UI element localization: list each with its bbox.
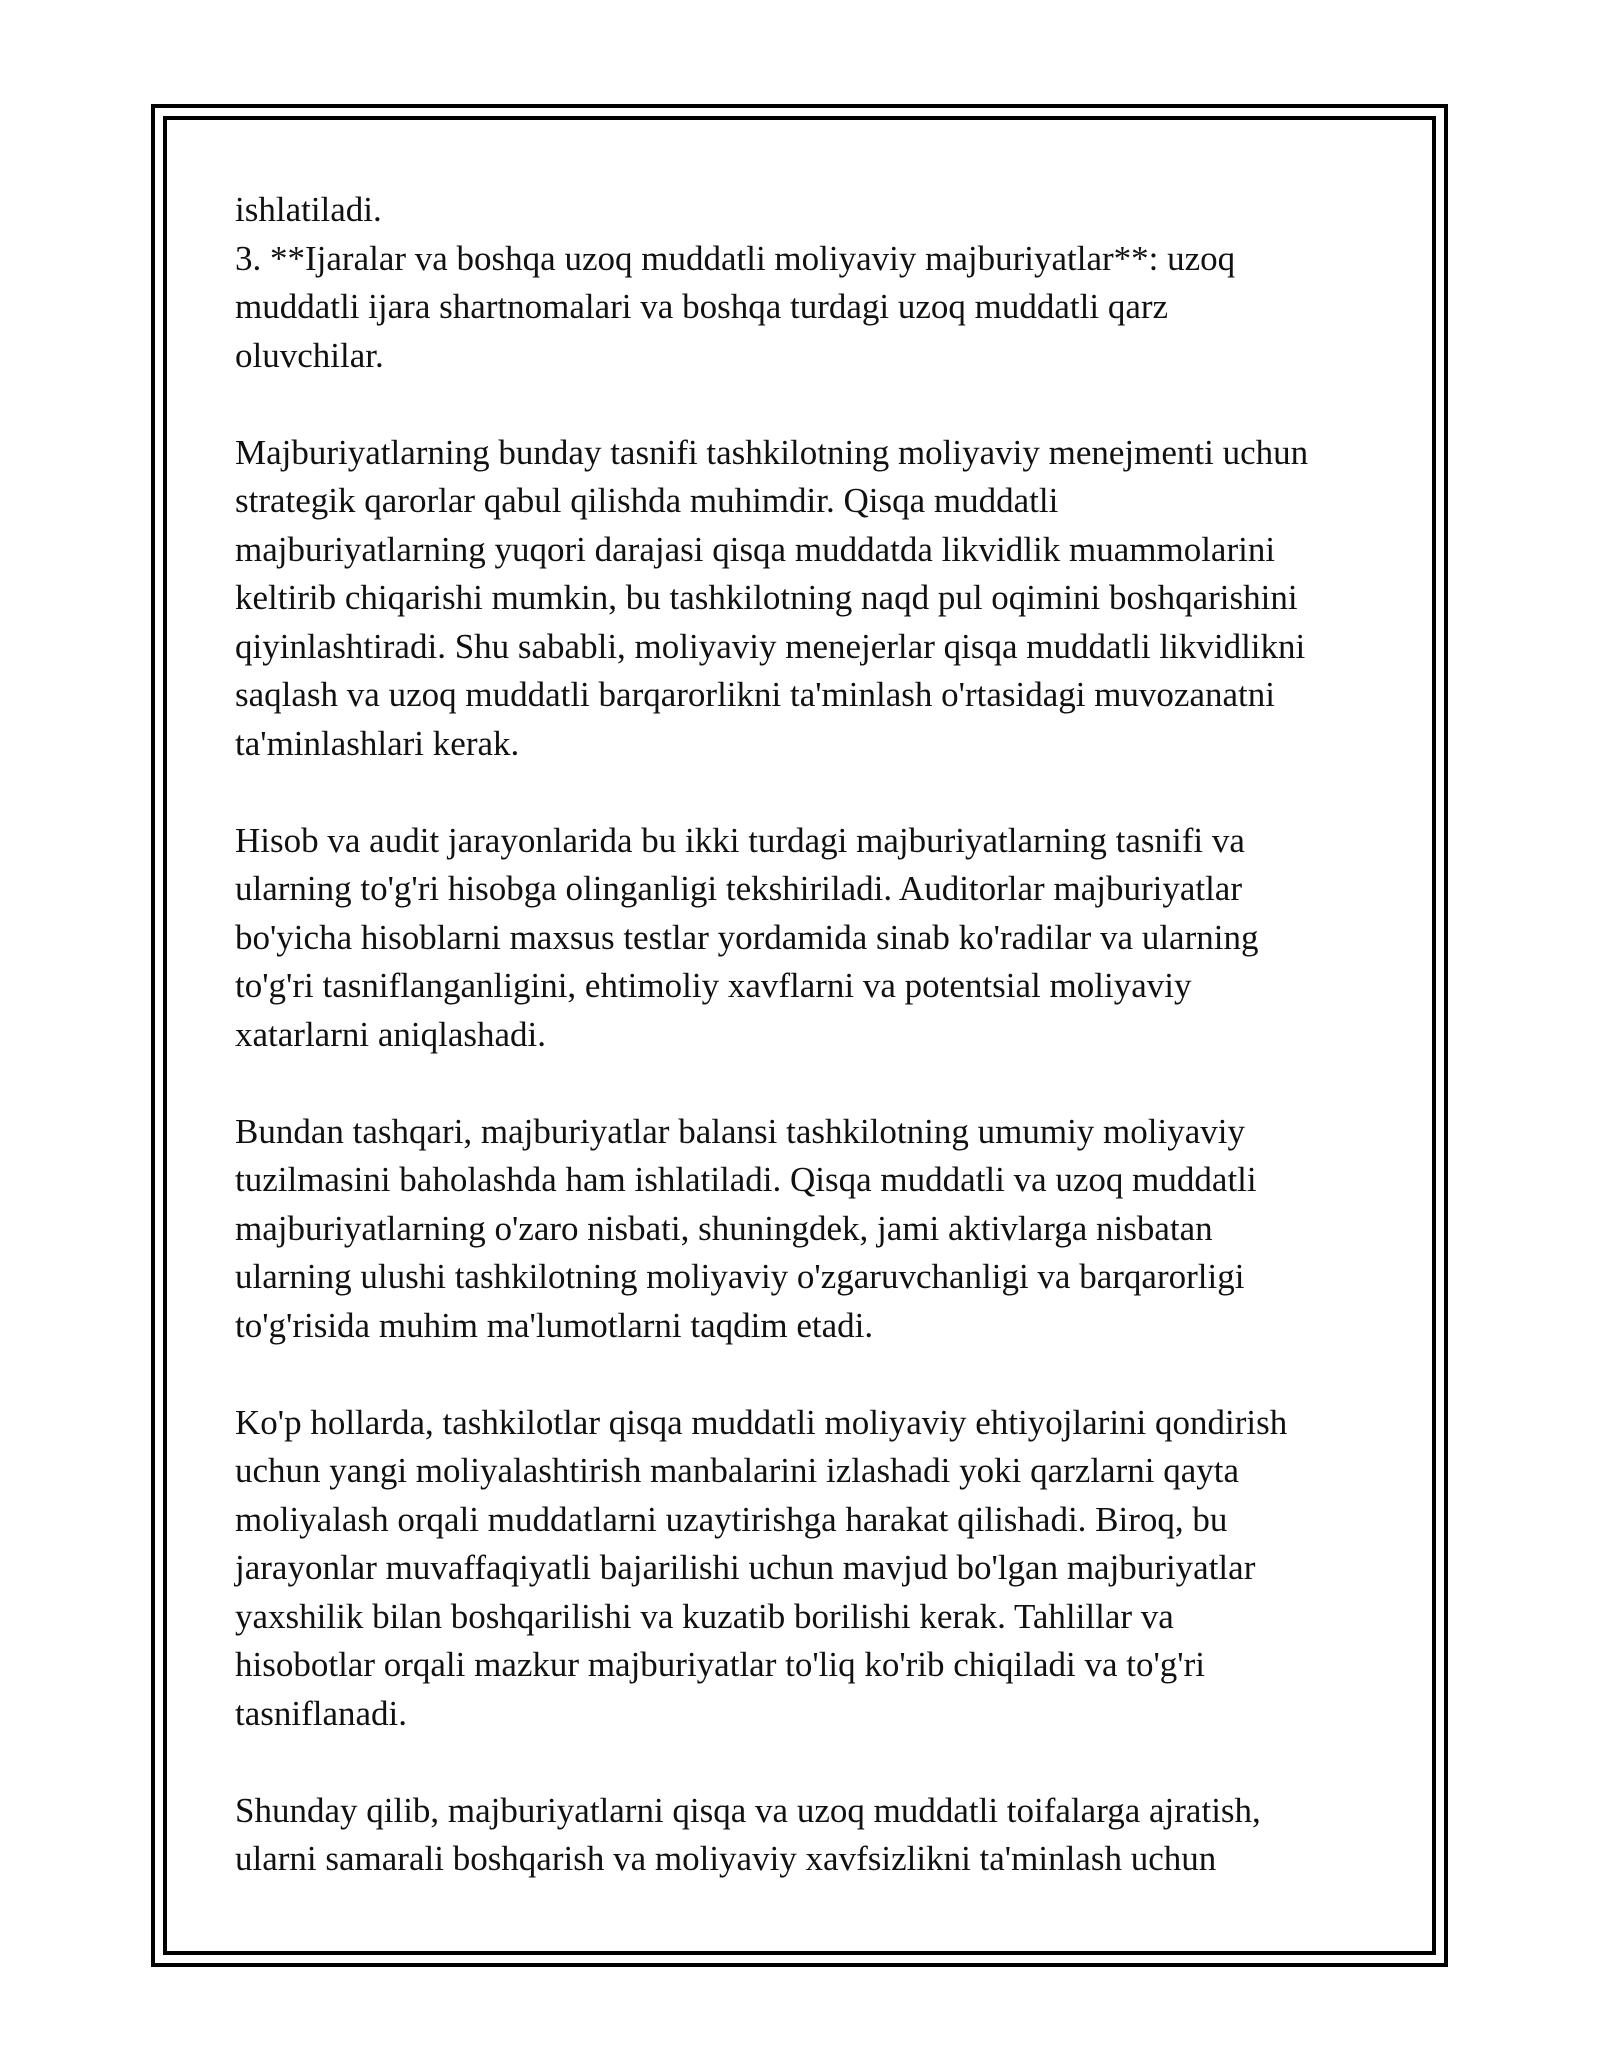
text-line: majburiyatlarning yuqori darajasi qisqa muddatda likvidlik muammolarini (235, 529, 1276, 569)
text-line: keltirib chiqarishi mumkin, bu tashkilotning naqd pul oqimini boshqarishini (235, 578, 1298, 617)
text-line: xatarlarni aniqlashadi. (235, 1014, 546, 1054)
text-line: Ko'p hollarda, tashkilotlar qisqa muddatli moliyaviy ehtiyojlarini qondirish (235, 1402, 1288, 1442)
text-line: ularning to'g'ri hisobga olinganligi tekshiriladi. Auditorlar majburiyatlar (235, 869, 1243, 908)
text-line: strategik qarorlar qabul qilishda muhimdir. Qisqa muddatli (235, 481, 1059, 520)
text-line: Hisob va audit jarayonlarida bu ikki turdagi majburiyatlarning tasnifi va (235, 820, 1245, 860)
text-line: moliyalash orqali muddatlarni uzaytirishga harakat qilishadi. Biroq, bu (235, 1499, 1228, 1539)
text-line: to'g'risida muhim ma'lumotlarni taqdim etadi. (235, 1305, 874, 1345)
text-line: muddatli ijara shartnomalari va boshqa turdagi uzoq muddatli qarz (235, 287, 1169, 326)
text-line: tasniflanadi. (235, 1693, 408, 1733)
text-line: oluvchilar. (235, 335, 384, 375)
text-line: Shunday qilib, majburiyatlarni qisqa va uzoq muddatli toifalarga ajratish, (235, 1790, 1261, 1830)
text-line: saqlash va uzoq muddatli barqarorlikni ta'minlash o'rtasidagi muvozanatni (235, 675, 1275, 714)
text-line: ularning ulushi tashkilotning moliyaviy o'zgaruvchanligi va barqarorligi (235, 1257, 1245, 1296)
text-line: Bundan tashqari, majburiyatlar balansi tashkilotning umumiy moliyaviy (235, 1111, 1245, 1151)
document-body (235, 186, 1385, 1932)
text-line: ishlatiladi. (235, 190, 382, 229)
text-line: qiyinlashtiradi. Shu sababli, moliyaviy menejerlar qisqa muddatli likvidlikni (235, 626, 1306, 666)
paragraph-classification (235, 429, 1385, 769)
text-line: yaxshilik bilan boshqarilishi va kuzatib borilishi kerak. Tahlillar va (235, 1596, 1174, 1636)
text-line: uchun yangi moliyalashtirish manbalarini izlashadi yoki qarzlarni qayta (235, 1451, 1240, 1490)
text-line: ta'minlashlari kerak. (235, 723, 520, 763)
text-line: hisobotlar orqali mazkur majburiyatlar to'liq ko'rib chiqiladi va to'g'ri (235, 1645, 1205, 1684)
text-line: bo'yicha hisoblarni maxsus testlar yordamida sinab ko'radilar va ularning (235, 917, 1259, 957)
paragraph-conclusion (235, 1787, 1385, 1884)
text-line: 3. **Ijaralar va boshqa uzoq muddatli moliyaviy majburiyatlar**: uzoq (235, 238, 1236, 278)
text-line: Majburiyatlarning bunday tasnifi tashkilotning moliyaviy menejmenti uchun (235, 432, 1309, 472)
text-line: jarayonlar muvaffaqiyatli bajarilishi uchun mavjud bo'lgan majburiyatlar (235, 1548, 1256, 1587)
text-line: tuzilmasini baholashda ham ishlatiladi. Qisqa muddatli va uzoq muddatli (235, 1160, 1257, 1199)
text-line: ularni samarali boshqarish va moliyaviy xavfsizlikni ta'minlash uchun (235, 1839, 1217, 1878)
paragraph-audit (235, 817, 1385, 1060)
text-line: majburiyatlarning o'zaro nisbati, shuningdek, jami aktivlarga nisbatan (235, 1208, 1213, 1248)
paragraph-financing (235, 1399, 1385, 1739)
paragraph-list-item-3 (235, 186, 1385, 380)
paragraph-balance (235, 1108, 1385, 1351)
text-line: to'g'ri tasniflanganligini, ehtimoliy xavflarni va potentsial moliyaviy (235, 966, 1192, 1005)
